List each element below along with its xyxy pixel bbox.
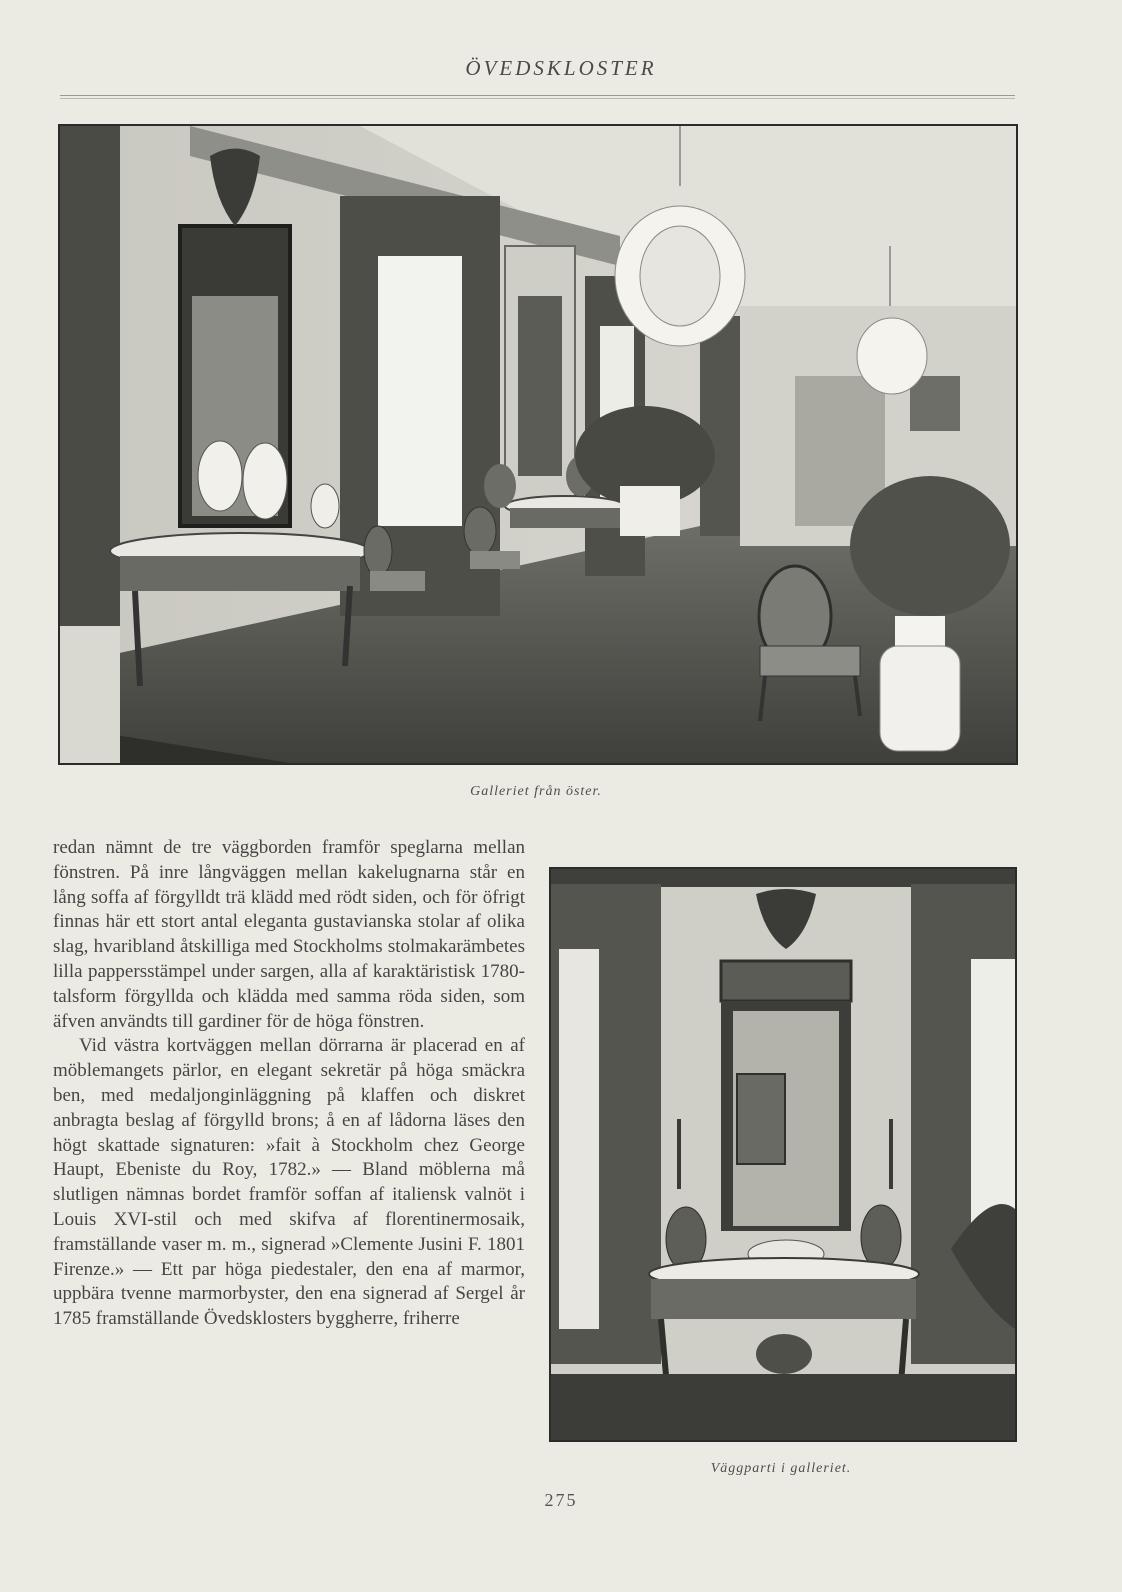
gallery-photo-caption: Galleriet från öster. [470, 784, 602, 799]
wall-section-photo-caption: Väggparti i galleriet. [710, 1461, 852, 1476]
wall-section-photo [549, 867, 1017, 1442]
body-text [53, 836, 525, 1332]
paragraph-1: redan nämnt de tre väggborden framför speglarna mellan fönstren. På inre långväggen mellan kakelugnarna står en lång soffa af förgylldt trä klädd med rödt siden, och för öfrigt finnas här ett stort antal eleganta gustavianska stolar af olika slag, hvaribland åtskilliga med Stockholms stolmakarämbetes lilla pappersstämpel under sargen, alla af karaktäristisk 1780-talsform förgyllda och klädda med samma röda siden, som äfven användts till gardiner för de höga fönstren. [53, 837, 525, 1032]
paragraph-2: Vid västra kortväggen mellan dörrarna är placerad en af möblemangets pärlor, en elegant sekretär på höga smäckra ben, med medaljonginläggning på klaffen och diskret anbragta beslag af förgylld brons; å en af lådorna läses den högt skattade signaturen: »fait à Stockholm chez George Haupt, Ebeniste du Roy, 1782.» — Bland möblerna må slutligen nämnas bordet framför soffan af italiensk valnöt i Louis XVI-stil och med skifva af florentinermosaik, framställande vaser m. m., signerad »Clemente Jusini F. 1801 Firenze.» — Ett par höga piedestaler, den ena af marmor, uppbära tvenne marmorbyster, den ena signerad af Sergel år 1785 framställande Övedsklosters byggherre, friherre [53, 1035, 525, 1330]
running-head: ÖVEDSKLOSTER [465, 56, 657, 80]
header-rule [60, 95, 1015, 99]
page-number: 275 [544, 1490, 578, 1510]
gallery-photo-illustration [60, 126, 1016, 763]
gallery-photo [58, 124, 1018, 765]
wall-section-photo-illustration [551, 869, 1015, 1440]
